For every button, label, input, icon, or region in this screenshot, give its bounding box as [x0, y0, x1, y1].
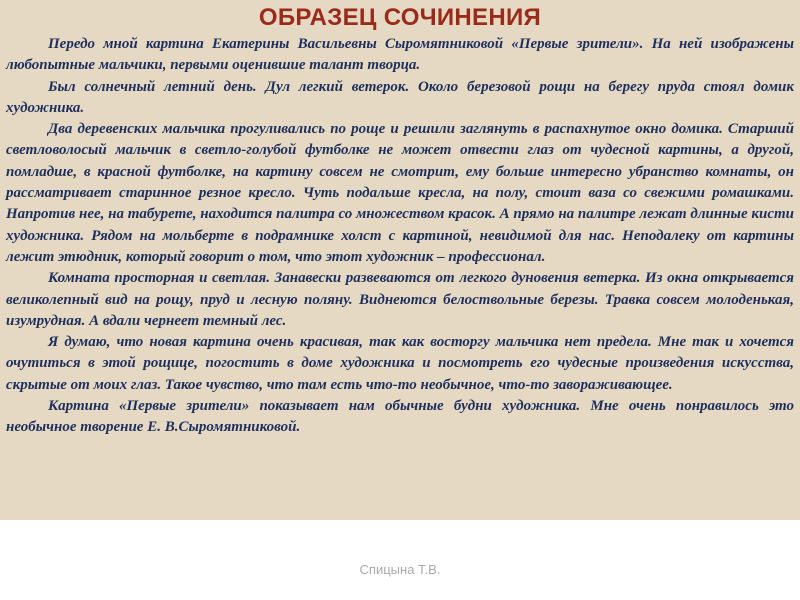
essay-text: [6, 34, 794, 439]
essay-paragraph: Я думаю, что новая картина очень красивая, так как восторгу мальчика нет предела. Мне так и хочется очутиться в этой рощице, погостить в доме художника и посмотреть его чудесные произведения искусства, скрытые от моих глаз. Такое чувство, что там есть что-то необычное, что-то завораживающее.: [6, 334, 794, 393]
essay-paragraph: Два деревенских мальчика прогуливались по роще и решили заглянуть в распахнутое окно домика. Старший светловолосый мальчик в светло-голубой футболке не может отвести глаз от чудесной картины, а другой, помладше, в красной футболке, на картину совсем не смотрит, ему больше интересно убранство комнаты, он рассматривает старинное резное кресло. Чуть подальше кресла, на полу, стоит ваза со свежими ромашками. Напротив нее, на табурете, находится палитра со множеством красок. А прямо на палитре лежат длинные кисти художника. Рядом на мольберте в подрамнике холст с картиной, невидимой для нас. Неподалеку от картины лежит этюдник, который говорит о том, что этот художник – профессионал.: [6, 121, 794, 265]
author-credit: Спицына Т.В.: [359, 562, 441, 577]
essay-paragraph: Комната просторная и светлая. Занавески развеваются от легкого дуновения ветерка. Из окна открывается великолепный вид на рощу, пруд и лесную поляну. Виднеются белоствольные березы. Травка совсем молоденькая, изумрудная. А вдали чернеет темный лес.: [6, 270, 794, 329]
slide-title: ОБРАЗЕЦ СОЧИНЕНИЯ: [258, 4, 542, 31]
essay-paragraph: Передо мной картина Екатерины Васильевны Сыромятниковой «Первые зрители». На ней изображены любопытные мальчики, первыми оценившие талант творца.: [6, 36, 794, 74]
essay-paragraph: Картина «Первые зрители» показывает нам обычные будни художника. Мне очень понравилось это необычное творение Е. В.Сыромятниковой.: [6, 398, 794, 436]
essay-paragraph: Был солнечный летний день. Дул легкий ветерок. Около березовой рощи на берегу пруда стоял домик художника.: [6, 78, 794, 116]
